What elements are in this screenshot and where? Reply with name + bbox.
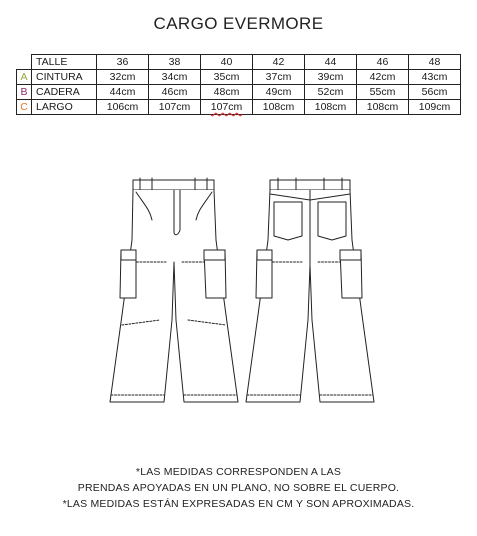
measure-cell: 108cm xyxy=(253,100,305,115)
table-header-row xyxy=(17,55,461,70)
measure-cell: 34cm xyxy=(149,70,201,85)
measure-cell: 108cm xyxy=(305,100,357,115)
size-chart-table xyxy=(16,54,461,115)
measure-letter-c: C xyxy=(17,100,32,115)
measure-cell: 48cm xyxy=(201,85,253,100)
measure-letter-b: B xyxy=(17,85,32,100)
size-header-cell: 46 xyxy=(357,55,409,70)
size-header-cell: 38 xyxy=(149,55,201,70)
measure-name: CINTURA xyxy=(32,70,97,85)
size-header-cell: 44 xyxy=(305,55,357,70)
note-line: *LAS MEDIDAS ESTÁN EXPRESADAS EN CM Y SON APROXIMADAS. xyxy=(62,498,415,510)
cargo-pants-flat-sketch xyxy=(100,170,380,410)
measure-cell: 32cm xyxy=(97,70,149,85)
size-header-cell: 42 xyxy=(253,55,305,70)
measure-name: LARGO xyxy=(32,100,97,115)
size-header-cell: 40 xyxy=(201,55,253,70)
measure-cell: 55cm xyxy=(357,85,409,100)
measure-cell: 107cm xyxy=(201,100,253,115)
pants-back-view xyxy=(246,178,374,402)
measure-cell: 49cm xyxy=(253,85,305,100)
measure-cell: 107cm xyxy=(149,100,201,115)
measure-cell: 109cm xyxy=(409,100,461,115)
measure-cell: 35cm xyxy=(201,70,253,85)
note-line: *LAS MEDIDAS CORRESPONDEN A LAS xyxy=(135,466,342,478)
measure-name: CADERA xyxy=(32,85,97,100)
table-row xyxy=(17,70,461,85)
measure-cell: 52cm xyxy=(305,85,357,100)
table-row xyxy=(17,100,461,115)
measure-cell: 43cm xyxy=(409,70,461,85)
size-header-cell: 36 xyxy=(97,55,149,70)
table-corner-cell xyxy=(17,55,32,70)
measure-cell: 106cm xyxy=(97,100,149,115)
pants-front-view xyxy=(110,178,238,402)
measure-cell: 56cm xyxy=(409,85,461,100)
table-row xyxy=(17,85,461,100)
size-header-label: TALLE xyxy=(32,55,97,70)
page-title: CARGO EVERMORE xyxy=(153,14,324,33)
note-line: PRENDAS APOYADAS EN UN PLANO, NO SOBRE EL CUERPO. xyxy=(77,482,400,494)
measure-cell: 44cm xyxy=(97,85,149,100)
measure-cell: 39cm xyxy=(305,70,357,85)
measurement-notes xyxy=(0,464,477,512)
measure-cell: 42cm xyxy=(357,70,409,85)
measure-cell: 46cm xyxy=(149,85,201,100)
measure-letter-a: A xyxy=(17,70,32,85)
measure-cell: 108cm xyxy=(357,100,409,115)
size-header-cell: 48 xyxy=(409,55,461,70)
measure-cell: 37cm xyxy=(253,70,305,85)
